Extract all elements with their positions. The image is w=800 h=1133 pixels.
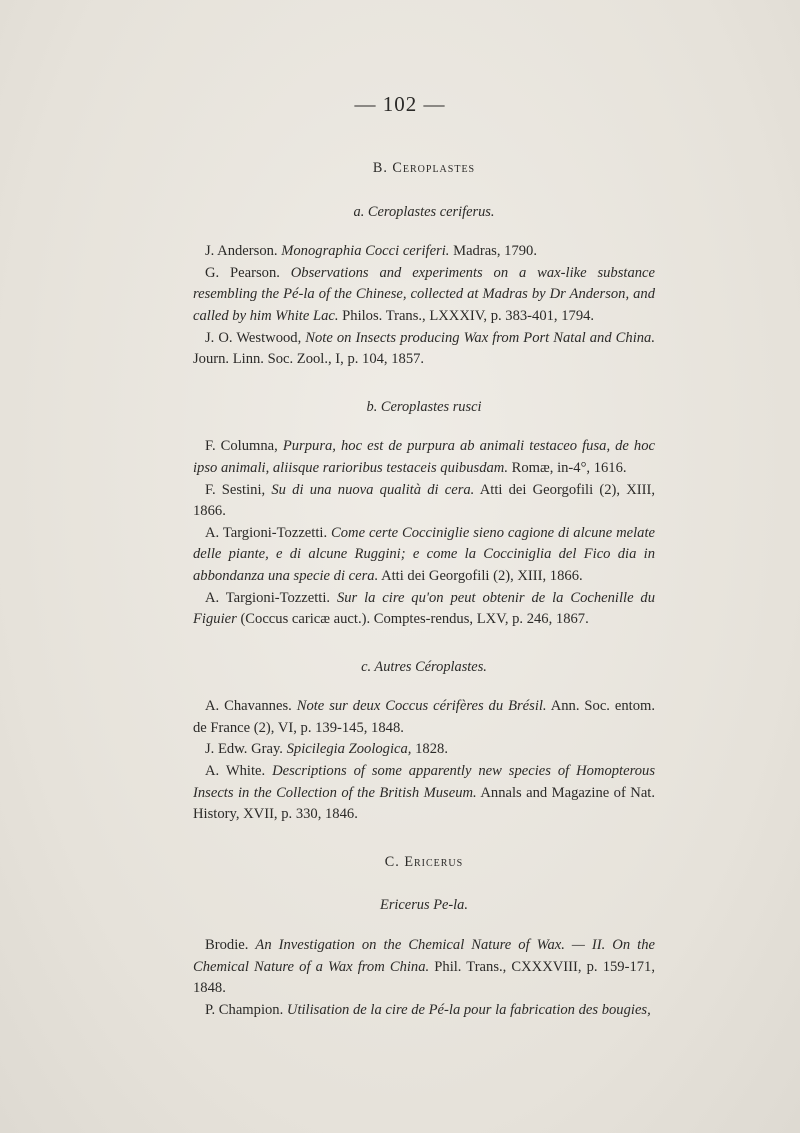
bibliography-entry	[193, 588, 655, 631]
entry-publication: Ann. Soc. entom. de France (2), VI, p. 139-145, 1848.	[193, 698, 655, 736]
entry-publication: (Coccus caricæ auct.). Comptes-rendus, LXV, p. 246, 1867.	[240, 611, 589, 628]
entry-author: J. Anderson.	[205, 243, 278, 260]
section-heading: B. Ceroplastes	[372, 160, 476, 176]
bibliography-entry	[193, 696, 655, 739]
entry-publication: Phil. Trans., CXXXVIII, p. 159-171, 1848.	[193, 958, 655, 997]
subsection-heading: a. Ceroplastes ceriferus.	[353, 203, 495, 220]
entry-publication: Romæ, in-4°, 1616.	[511, 459, 627, 476]
entry-author: A. White.	[205, 763, 266, 780]
entry-author: A. Targioni-Tozzetti.	[205, 589, 331, 606]
entry-author: A. Chavannes.	[205, 698, 292, 715]
entry-author: J. Edw. Gray.	[205, 741, 283, 758]
bibliography-entry	[193, 935, 655, 1000]
entry-title: Spicilegia Zoologica,	[286, 741, 412, 758]
entry-publication: Atti dei Georgofili (2), XIII, 1866.	[381, 567, 583, 584]
section-heading: C. Ericerus	[384, 853, 464, 870]
subsection-heading: b. Ceroplastes rusci	[366, 398, 482, 415]
entry-publication: Journ. Linn. Soc. Zool., I, p. 104, 1857.	[193, 351, 425, 368]
bibliography-content	[193, 158, 655, 1021]
entry-publication: 1828.	[415, 741, 448, 758]
entry-title: Note sur deux Coccus cérifères du Brésil.	[296, 698, 547, 715]
entry-author: A. Targioni-Tozzetti.	[205, 524, 328, 541]
bibliography-entry	[193, 761, 655, 826]
subsection-heading: Ericerus Pe-la.	[380, 897, 468, 914]
bibliography-entry	[193, 241, 655, 263]
entry-title: Monographia Cocci ceriferi.	[281, 243, 450, 260]
entry-title: Su di una nuova qualità di cera.	[271, 481, 475, 498]
entry-publication: Annals and Magazine of Nat. History, XVII, p. 330, 1846.	[193, 784, 656, 823]
entry-title: Sur la cire qu'on peut obtenir de la Cochenille du Figuier	[193, 589, 656, 628]
bibliography-entry	[193, 523, 655, 588]
bibliography-entry	[193, 1000, 655, 1022]
entry-publication: Madras, 1790.	[453, 243, 537, 260]
bibliography-entry	[193, 739, 655, 761]
bibliography-entry	[193, 263, 655, 328]
bibliography-entry	[193, 436, 655, 479]
entry-author: J. O. Westwood,	[205, 329, 302, 346]
subsection-heading: c. Autres Céroplastes.	[361, 658, 487, 675]
bibliography-entry	[193, 480, 655, 523]
entry-author: P. Champion.	[205, 1001, 284, 1018]
entry-author: G. Pearson.	[205, 264, 280, 281]
entry-title: Note on Insects producing Wax from Port Natal and China.	[305, 329, 655, 346]
entry-author: F. Sestini,	[205, 481, 266, 498]
entry-author: Brodie.	[205, 937, 249, 954]
entry-title: Utilisation de la cire de Pé-la pour la fabrication des bougies,	[286, 1001, 651, 1018]
entry-author: F. Columna,	[205, 438, 278, 455]
entry-title: Descriptions of some apparently new species of Homopterous Insects in the Collection of the British Museum.	[193, 763, 655, 801]
entry-title: Purpura, hoc est de purpura ab animali testaceo fusa, de hoc ipso animali, aliisque rarioribus testaceis quibusdam.	[193, 438, 656, 476]
entry-publication: Atti dei Georgofili (2), XIII, 1866.	[193, 481, 655, 520]
entry-title: Observations and experiments on a wax-like substance resembling the Pé-la of the Chinese, collected at Madras by Dr Anderson, and called by him White Lac.	[193, 264, 655, 324]
page-number: — 102 —	[354, 92, 446, 116]
entry-title: An Investigation on the Chemical Nature of Wax. — II. On the Chemical Nature of a Wax from China.	[193, 937, 655, 975]
entry-title: Come certe Cocciniglie sieno cagione di alcune melate delle piante, e di alcune Ruggini; e come la Cocciniglia del Fico dia in abbondanza una specie di cera.	[193, 524, 655, 584]
bibliography-entry	[193, 328, 655, 371]
entry-publication: Philos. Trans., LXXXIV, p. 383-401, 1794.	[342, 307, 595, 324]
